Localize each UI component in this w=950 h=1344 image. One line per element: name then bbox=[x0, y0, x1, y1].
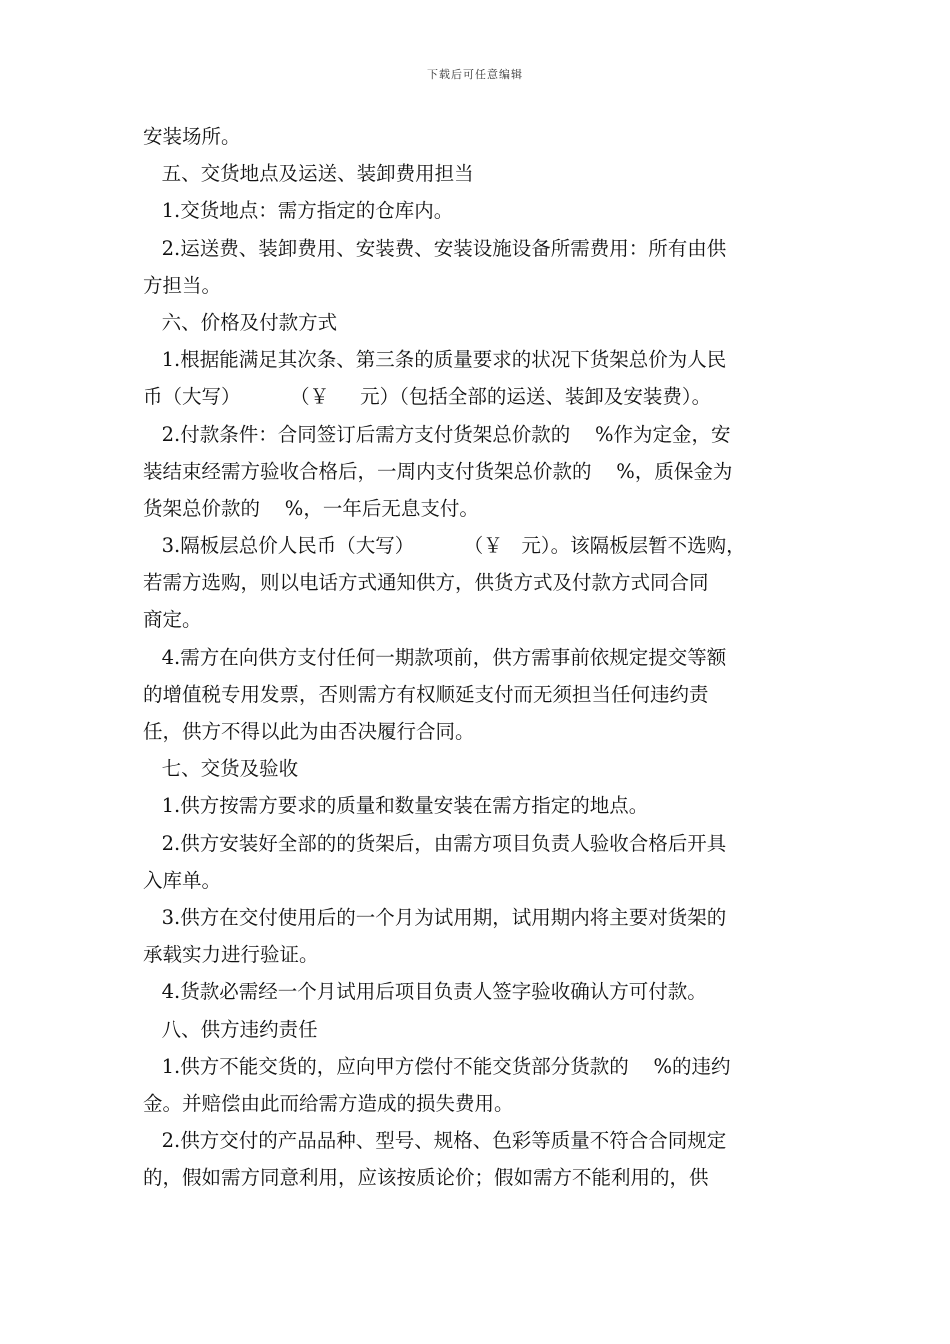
text-line: 的，假如需方同意利用，应该按质论价；假如需方不能利用的，供 bbox=[143, 1166, 709, 1190]
text-line: 3.供方在交付使用后的一个月为试用期，试用期内将主要对货架的 bbox=[143, 905, 727, 929]
page-header: 下载后可任意编辑 bbox=[427, 68, 523, 81]
text-line: 2.付款条件：合同签订后需方支付货架总价款的 %作为定金，安 bbox=[143, 422, 731, 446]
text-line: 货架总价款的 %，一年后无息支付。 bbox=[143, 496, 479, 520]
text-line: 币（大写） （￥ 元）（包括全部的运送、装卸及安装费）。 bbox=[143, 385, 712, 409]
text-line: 六、价格及付款方式 bbox=[143, 310, 338, 334]
text-line: 1.供方不能交货的，应向甲方偿付不能交货部分货款的 %的违约 bbox=[143, 1054, 731, 1078]
text-line: 1.供方按需方要求的质量和数量安装在需方指定的地点。 bbox=[143, 794, 649, 818]
text-line: 的增值税专用发票，否则需方有权顺延支付而无须担当任何违约责 bbox=[143, 682, 709, 706]
text-line: 商定。 bbox=[143, 608, 202, 632]
text-line: 五、交货地点及运送、装卸费用担当 bbox=[143, 162, 474, 186]
text-line: 方担当。 bbox=[143, 273, 222, 297]
text-line: 金。并赔偿由此而给需方造成的损失费用。 bbox=[143, 1091, 514, 1115]
text-line: 任，供方不得以此为由否决履行合同。 bbox=[143, 720, 475, 743]
text-line: 4.需方在向供方支付任何一期款项前，供方需事前依规定提交等额 bbox=[143, 645, 727, 669]
text-line: 1.根据能满足其次条、第三条的质量要求的状况下货架总价为人民 bbox=[143, 348, 727, 372]
text-line: 1.交货地点：需方指定的仓库内。 bbox=[143, 199, 454, 223]
document-body bbox=[143, 118, 811, 1196]
text-line: 承载实力进行验证。 bbox=[143, 943, 319, 967]
text-line: 2.供方交付的产品品种、型号、规格、色彩等质量不符合合同规定 bbox=[143, 1129, 727, 1153]
text-line: 若需方选购，则以电话方式通知供方，供货方式及付款方式同合同 bbox=[143, 571, 709, 595]
text-line: 入库单。 bbox=[143, 868, 222, 892]
text-line: 七、交货及验收 bbox=[143, 757, 299, 781]
text-line: 3.隔板层总价人民币（大写） （￥ 元）。该隔板层暂不选购， bbox=[143, 534, 746, 558]
text-line: 安装场所。 bbox=[143, 125, 241, 148]
text-line: 4.货款必需经一个月试用后项目负责人签字验收确认方可付款。 bbox=[143, 980, 707, 1004]
text-line: 装结束经需方验收合格后，一周内支付货架总价款的 %，质保金为 bbox=[143, 459, 733, 483]
text-line: 2.运送费、装卸费用、安装费、安装设施设备所需费用：所有由供 bbox=[143, 236, 727, 260]
text-line: 八、供方违约责任 bbox=[143, 1017, 318, 1041]
text-line: 2.供方安装好全部的的货架后，由需方项目负责人验收合格后开具 bbox=[143, 831, 727, 855]
